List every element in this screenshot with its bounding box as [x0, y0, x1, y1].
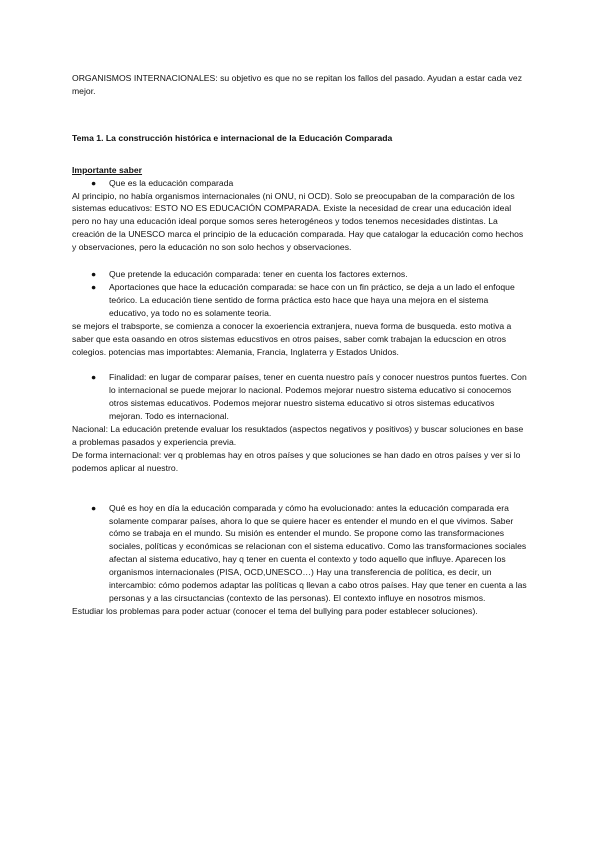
bullet-icon: ● — [91, 281, 97, 292]
list-item — [72, 268, 528, 281]
section-heading: Importante saber — [72, 164, 143, 175]
body-paragraph: se mejors el trabsporte, se comienza a conocer la exoeriencia extranjera, nueva forma de busqueda. esto motiva a saber que esta oasando en otros sistemas educstivos en otros paises, saber comk trabajan la educscion en otros colegios. potencias mas importabtes: Alemania, Francia, Inglaterra y Estados Unidos. — [72, 320, 512, 357]
intro-paragraph: ORGANISMOS INTERNACIONALES: su objetivo es que no se repitan los fallos del pasado. Ayudan a estar cada vez mejor. — [72, 73, 523, 96]
list-item — [72, 281, 528, 320]
body-paragraph: Nacional: La educación pretende evaluar los resuktados (aspectos negativos y positivos) y buscar soluciones en base a problemas pasados y experiencia previa. — [72, 424, 524, 447]
section-title: Tema 1. La construcción histórica e internacional de la Educación Comparada — [72, 132, 393, 143]
bullet-icon: ● — [91, 372, 97, 383]
list-item — [72, 177, 528, 190]
bullet-list-1 — [72, 177, 528, 190]
list-item-text: Qué es hoy en día la educación comparada y cómo ha evolucionado: antes la educación comparada era solamente comparar países, ahora lo que se quiere hacer es entender el mundo en el que vivimos. Saber cómo se trabaja en el mundo. Su misión es entender el mundo. Se propone como las transformaciones sociales, políticas y económicas se relacionan con el sistema educativo. Como las transformaciones sociales afectan al sistema educativo, hay q tener en cuenta el contexto y todo aquello que influye. Aparecen los organismos internacionales (PISA, OCD,UNESCO…) Hay una transferencia de política, es decir, un intercambio: cómo podemos adaptar las políticas q llevan a cabo otros países. Hay que tener en cuenta a las personas y a las cirsuctancias (contexto de las personas). El contexto influye en nosotros mismos. — [109, 502, 527, 603]
list-item — [72, 371, 528, 423]
body-paragraph: Estudiar los problemas para poder actuar (conocer el tema del bullying para poder establecer soluciones). — [72, 605, 478, 616]
list-item-text: Finalidad: en lugar de comparar países, tener en cuenta nuestro país y conocer nuestros puntos fuertes. Con lo internacional se puede mejorar lo nacional. Podemos mejorar nuestro sistema educativo si conocemos otros sistemas educativos. Podemos mejorar nuestro sistema educativo si otros sistemas educativos mejoran. Todo es internacional. — [109, 372, 527, 422]
bullet-list-4 — [72, 502, 528, 605]
body-paragraph: De forma internacional: ver q problemas hay en otros países y que soluciones se han dado en otros países y ver si lo podemos aplicar al nuestro. — [72, 449, 521, 473]
list-item-text: Que es la educación comparada — [109, 177, 234, 188]
bullet-list-3 — [72, 371, 528, 423]
list-item — [72, 502, 528, 605]
bullet-icon: ● — [91, 269, 97, 280]
bullet-list-2 — [72, 268, 528, 320]
body-paragraph: Al principio, no había organismos internacionales (ni ONU, ni OCD). Solo se preocupaban de la comparación de los sistemas educativos: ESTO NO ES EDUCACIÓN COMPARADA. Existe la necesidad de crear una educación ideal pero no hay una educación ideal porque somos seres heterogéneos y todos tenemos necesidades distintas. La creación de la UNESCO marca el principio de la educación comparada. Hay que catalogar la educación como hechos y observaciones, pero la educación no son solo hechos y observaciones. — [72, 190, 524, 253]
bullet-icon: ● — [91, 177, 97, 188]
bullet-icon: ● — [91, 502, 97, 513]
list-item-text: Que pretende la educación comparada: tener en cuenta los factores externos. — [109, 269, 408, 280]
list-item-text: Aportaciones que hace la educación comparada: se hace con un fin práctico, se deja a un lado el enfoque teórico. La educación tiene sentido de forma práctica esto hace que haya una mejora en el sistema educativo, ya todo no es solamente teoria. — [109, 281, 515, 318]
